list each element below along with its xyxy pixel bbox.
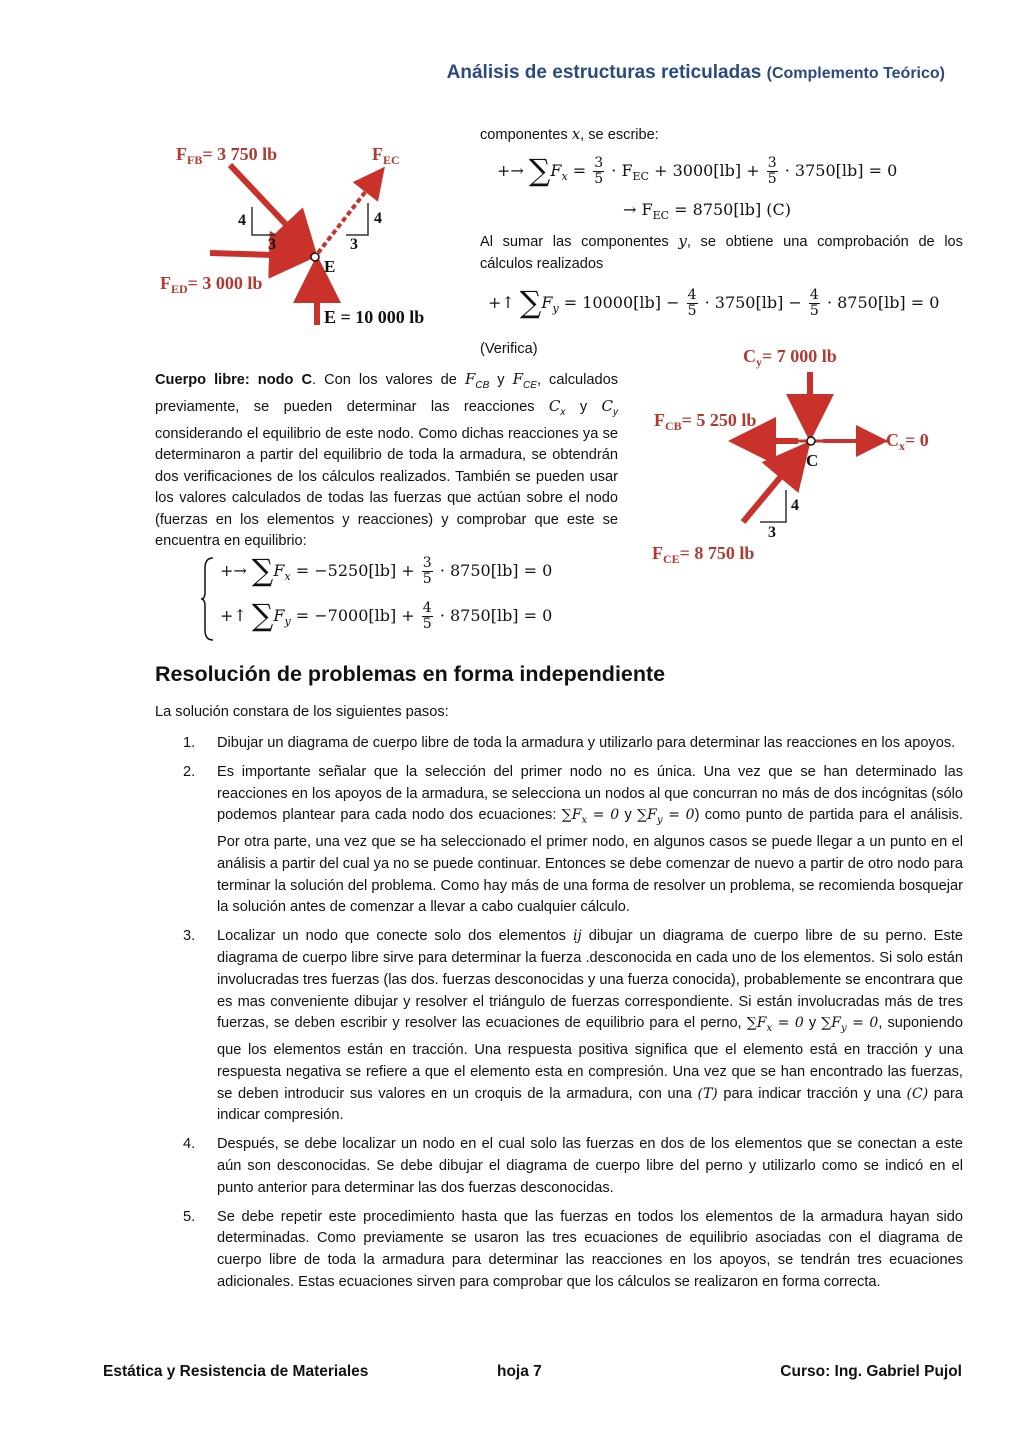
equation-sum-fy: +↑ $\sum F_y = 10000[lb]$ − $\frac{4}{5}$ · 3750[lb] − $\frac{4}{5}$ · 8750[lb] = 0 — [488, 285, 940, 321]
equation-fec-result: → $F_{EC} = 8750[lb]$ (C) — [623, 200, 792, 223]
label-4-left: 4 — [238, 212, 246, 229]
node-e-pin — [311, 253, 319, 261]
label-cy: $C_y= 7$ 000 lb — [743, 346, 837, 369]
equation-node-c-fx: +→ $\sum F_x = -5250[lb]$ + $\frac{3}{5}$ · 8750[lb] = 0 — [220, 553, 553, 589]
list-item: 3. Localizar un nodo que conecte solo dos elementos ij dibujar un diagrama de cuerpo libre de su perno. Este diagrama de cuerpo libre sirve para determinar la fuerza .desconocida en cada uno de los elementos. Si solo están involucradas tres fuerzas (las dos. fuerzas desconocidas y una fuerza conocida), probablemente se encontrara que es mas conveniente dibujar y resolver el triángulo de fuerzas correspondiente. Si están involucradas más de tres fuerzas, se deben escribir y resolver las ecuaciones de equilibrio para el perno, $\sum F_x = 0$ y $\sum F_y = 0$, suponiendo que los elementos están en tracción. Una respuesta positiva significa que el elemento está en tracción y una respuesta negativa se refiere a que el elemento esta en compresión. Una vez que se han encontrado las fuerzas, se deben introducir sus valores en un croquis de la armadura, con una (T) para indicar tracción y una (C) para indicar compresión. — [183, 928, 964, 1124]
arrow-fed — [210, 253, 305, 256]
label-fce: $F_{CE}= 8$ 750 lb — [652, 543, 755, 566]
list-item: 5. Se debe repetir este procedimiento hasta que las fuerzas en todos los elementos de la armadura hayan sido determinadas. Como previamente se usaron las tres ecuaciones de equilibrio asociadas con el diagrama de cuerpo libre de toda la armadura para determinar las reacciones en los apoyos, se tendrán tres ecuaciones adicionales. Estas ecuaciones sirven para comprobar que los cálculos se realizaron en forma correcta. — [183, 1208, 963, 1290]
equation-node-c-fy: +↑ $\sum F_y = -7000[lb]$ + $\frac{4}{5}$ · 8750[lb] = 0 — [220, 598, 553, 634]
list-item: 4. Después, se debe localizar un nodo en el cual solo las fuerzas en dos de los elementos que se conectan a este aún son desconocidas. Se debe dibujar el diagrama de cuerpo libre del perno y utilizarlo como se indicó en el punto anterior para determinar las dos fuerzas desconocidas. — [183, 1136, 963, 1196]
label-node-e: E — [324, 257, 336, 276]
label-4-c: 4 — [791, 497, 799, 514]
label-fcb: $F_{CB}= 5$ 250 lb — [654, 410, 757, 433]
list-item: 1. Dibujar un diagrama de cuerpo libre de toda la armadura y utilizarlo para determinar las reacciones en los apoyos. — [183, 735, 956, 751]
header-title: Análisis de estructuras reticuladas — [446, 62, 762, 83]
system-brace — [200, 556, 216, 642]
label-cx: $C_x= 0$ — [886, 430, 929, 453]
label-fed: $F_{ED}= 3$ 000 lb — [160, 273, 263, 296]
verifica-note: (Verifica) — [480, 341, 538, 357]
right-sum-paragraph: Al sumar las componentes y, se obtiene una comprobación de los cálculos realizados — [480, 232, 963, 272]
node-c-pin — [807, 437, 815, 445]
label-e-reaction: E = 10 000 lb — [324, 307, 425, 327]
footer-course-title: Estática y Resistencia de Materiales — [103, 1363, 369, 1380]
steps-list — [155, 733, 963, 1301]
label-fec: $F_{EC}$ — [372, 144, 400, 167]
footer-instructor: Curso: Ing. Gabriel Pujol — [780, 1363, 962, 1380]
label-node-c: C — [806, 451, 819, 470]
header-subtitle: (Complemento Teórico) — [766, 65, 945, 82]
node-c-paragraph: Cuerpo libre: nodo C. Con los valores de $F_{CB}$ y $F_{CE}$, calculados previamente, se pueden determinar las reacciones $C_x$ y $C_y$ considerando el equilibrio de este nodo. Como dichas reacciones ya se determinaron a partir del equilibrio de toda la armadura, se obtendrán dos verificaciones de los cálculos realizados. También se pueden usar los valores calculados de todas las fuerzas que actúan sobre el nodo (fuerzas en los elementos y reacciones) y comprobar que este se encuentra en equilibrio: — [155, 370, 619, 550]
figure-node-e — [150, 135, 465, 335]
label-ffb: $F_{FB}= 3$ 750 lb — [176, 144, 278, 167]
label-4-right: 4 — [374, 210, 382, 227]
label-3-c: 3 — [768, 524, 776, 541]
figure-node-c — [648, 342, 963, 572]
right-intro: componentes x, se escribe: — [480, 125, 659, 143]
footer-page-number: hoja 7 — [497, 1363, 542, 1380]
list-item: 2. Es importante señalar que la selección del primer nodo no es única. Una vez que se han determinado las reacciones en los apoyos de la armadura, se selecciona un nodos al que concurran no más de dos incógnitas (sólo podemos plantear para cada nodo dos ecuaciones: $\sum F_x = 0$ y $\sum F_y = 0$) como punto de partida para el análisis. Por otra parte, una vez que se ha seleccionado el primer nodo, en algunos casos se puede llegar a un punto en el análisis a partir del cual ya no se puede continuar. Entonces se debe comenzar de nuevo a partir de otro nodo para terminar la solución del problema. Como hay más de una forma de resolver un problema, se recomienda bosquejar la solución antes de comenzar a llevar a cabo cualquier cálculo. — [183, 763, 963, 916]
section-intro: La solución constara de los siguientes pasos: — [155, 704, 449, 720]
section-title: Resolución de problemas en forma independiente — [155, 662, 666, 686]
label-3-right: 3 — [350, 236, 358, 253]
page-header — [0, 62, 945, 84]
slope-triangle-right — [346, 203, 368, 235]
arrow-fec — [318, 173, 380, 253]
label-3-left: 3 — [268, 236, 276, 253]
equation-sum-fx: +→ $\sum F_x$ = $\frac{3}{5}$ · $F_{EC} + 3000[lb]$ + $\frac{3}{5}$ · 3750[lb] = 0 — [497, 153, 898, 189]
